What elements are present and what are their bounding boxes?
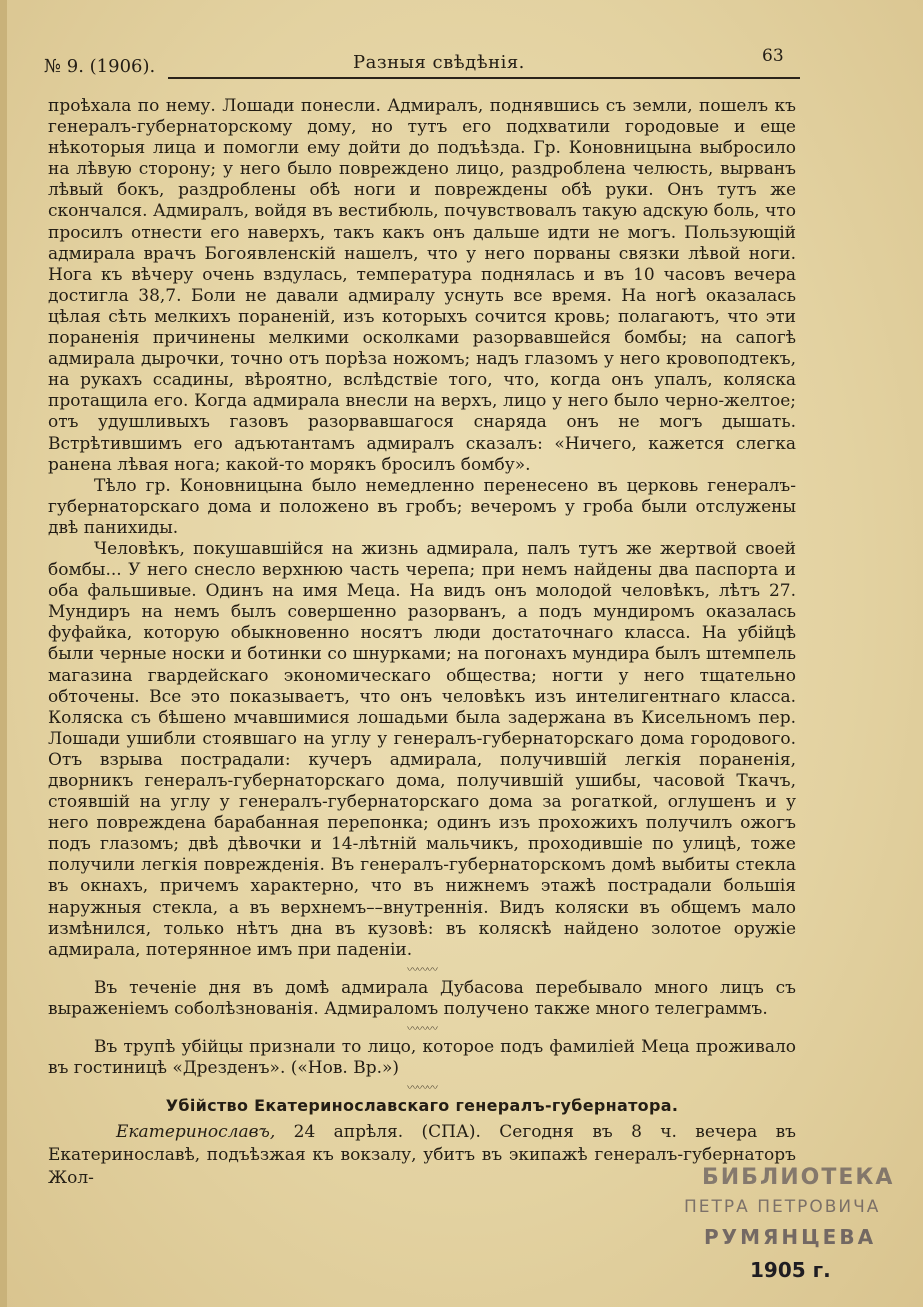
page-number: 63: [762, 46, 784, 66]
stamp-line-3: РУМЯНЦЕВА: [704, 1225, 877, 1249]
news-text: 24 апрѣля. (СПА). Сегодня въ 8 ч. вечера въ Екатеринославѣ, подъѣзжая къ вокзалу, убитъ въ экипажѣ генералъ-губернаторъ Жол-: [48, 1122, 796, 1188]
running-header: [40, 46, 800, 82]
article-body: [48, 96, 796, 1096]
ornament-divider: 〰〰〰: [407, 1081, 437, 1095]
section-title: Разныя свѣдѣнія.: [353, 52, 525, 73]
paragraph-2: Тѣло гр. Коновницына было немедленно перенесено въ церковь генералъ-губернаторскаго дома и положено въ гробъ; вечеромъ у гроба были отслужены двѣ панихиды.: [48, 475, 796, 538]
issue-number: № 9. (1906).: [44, 56, 156, 77]
library-stamp: [662, 1163, 895, 1288]
news-heading: Убійство Екатеринославскаго генералъ-губернатора.: [165, 1096, 679, 1115]
paragraph-4: Въ теченіе дня въ домѣ адмирала Дубасова перебывало много лицъ съ выраженіемъ соболѣзнованія. Адмираломъ получено также много телеграммъ.: [48, 977, 796, 1019]
stamp-year: 1905 г.: [750, 1258, 831, 1282]
page-edge: [0, 0, 7, 1307]
stamp-line-1: БИБЛИОТЕКА: [702, 1165, 895, 1190]
header-rule: [168, 77, 800, 79]
stamp-line-2: ПЕТРА ПЕТРОВИЧА: [684, 1197, 881, 1217]
ornament-divider: 〰〰〰: [407, 1022, 437, 1036]
ornament-divider: 〰〰〰: [407, 962, 437, 976]
paragraph-5: Въ трупѣ убійцы признали то лицо, которое подъ фамиліей Меца проживало въ гостиницѣ «Дрезденъ». («Нов. Вр.»): [48, 1037, 796, 1079]
paragraph-3: Человѣкъ, покушавшійся на жизнь адмирала, палъ тутъ же жертвой своей бомбы... У него снесло верхнюю часть черепа; при немъ найдены два паспорта и оба фальшивые. Одинъ на имя Меца. На видъ онъ молодой человѣкъ, лѣтъ 27. Мундиръ на немъ былъ совершенно разорванъ, а подъ мундиромъ оказалась фуфайка, которую обыкновенно носятъ люди достаточнаго класса. На убійцѣ были черные носки и ботинки со шнурками; на погонахъ мундира былъ штемпель магазина гвардейскаго экономическаго общества; ногти у него тщательно обточены. Все это показываетъ, что онъ человѣкъ изъ интелигентнаго класса. Коляска съ бѣшено мчавшимися лошадьми была задержана въ Кисельномъ пер. Лошади ушибли стоявшаго на углу у генералъ-губернаторскаго дома городового. Отъ взрыва пострадали: кучеръ адмирала, получившій легкія пораненія, дворникъ генералъ-губернаторскаго дома, получившій ушибы, часовой Ткачъ, стоявшій на углу у генералъ-губернаторскаго дома за рогаткой, оглушенъ и у него повреждена барабанная перепонка; одинъ изъ прохожихъ получилъ ожогъ подъ глазомъ; двѣ дѣвочки и 14-лѣтній мальчикъ, проходившіе по улицѣ, тоже получили легкія поврежденія. Въ генералъ-губернаторскомъ домѣ выбиты стекла въ окнахъ, причемъ характерно, что въ нижнемъ этажѣ пострадали большія наружныя стекла, а въ верхнемъ––внутреннія. Видъ коляски въ общемъ мало измѣнился, только нѣтъ дна въ кузовѣ: въ коляскѣ найдено золотое оружіе адмирала, потерянное имъ при паденіи.: [48, 538, 796, 960]
news-dateline-place: Екатеринославъ,: [116, 1122, 276, 1142]
paragraph-1: проѣхала по нему. Лошади понесли. Адмиралъ, поднявшись съ земли, пошелъ къ генералъ-губернаторскому дому, но тутъ его подхватили городовые и еще нѣкоторыя лица и помогли ему дойти до подъѣзда. Гр. Коновницына выбросило на лѣвую сторону; у него было повреждено лицо, раздроблена челюсть, вырванъ лѣвый бокъ, раздроблены обѣ ноги и повреждены обѣ руки. Онъ тутъ же скончался. Адмиралъ, войдя въ вестибюль, почувствовалъ такую адскую боль, что просилъ отнести его наверхъ, такъ какъ онъ дальше идти не могъ. Пользующій адмирала врачъ Богоявленскій нашелъ, что у него порваны связки лѣвой ноги. Нога къ вѣчеру очень вздулась, температура поднялась и въ 10 часовъ вечера достигла 38,7. Боли не давали адмиралу уснуть все время. На ногѣ оказалась цѣлая сѣть мелкихъ пораненій, изъ которыхъ сочится кровь; полагаютъ, что эти пораненія причинены мелкими осколками разорвавшейся бомбы; на сапогѣ адмирала дырочки, точно отъ порѣза ножомъ; надъ глазомъ у него кровоподтекъ, на рукахъ ссадины, вѣроятно, вслѣдствіе того, что, когда онъ упалъ, коляска протащила его. Когда адмирала внесли на верхъ, лицо у него было черно-желтое; отъ удушливыхъ газовъ разорвавшагося снаряда онъ не могъ дышать. Встрѣтившимъ его адъютантамъ адмиралъ сказалъ: «Ничего, кажется слегка ранена лѣвая нога; какой-то морякъ бросилъ бомбу».: [48, 96, 796, 475]
